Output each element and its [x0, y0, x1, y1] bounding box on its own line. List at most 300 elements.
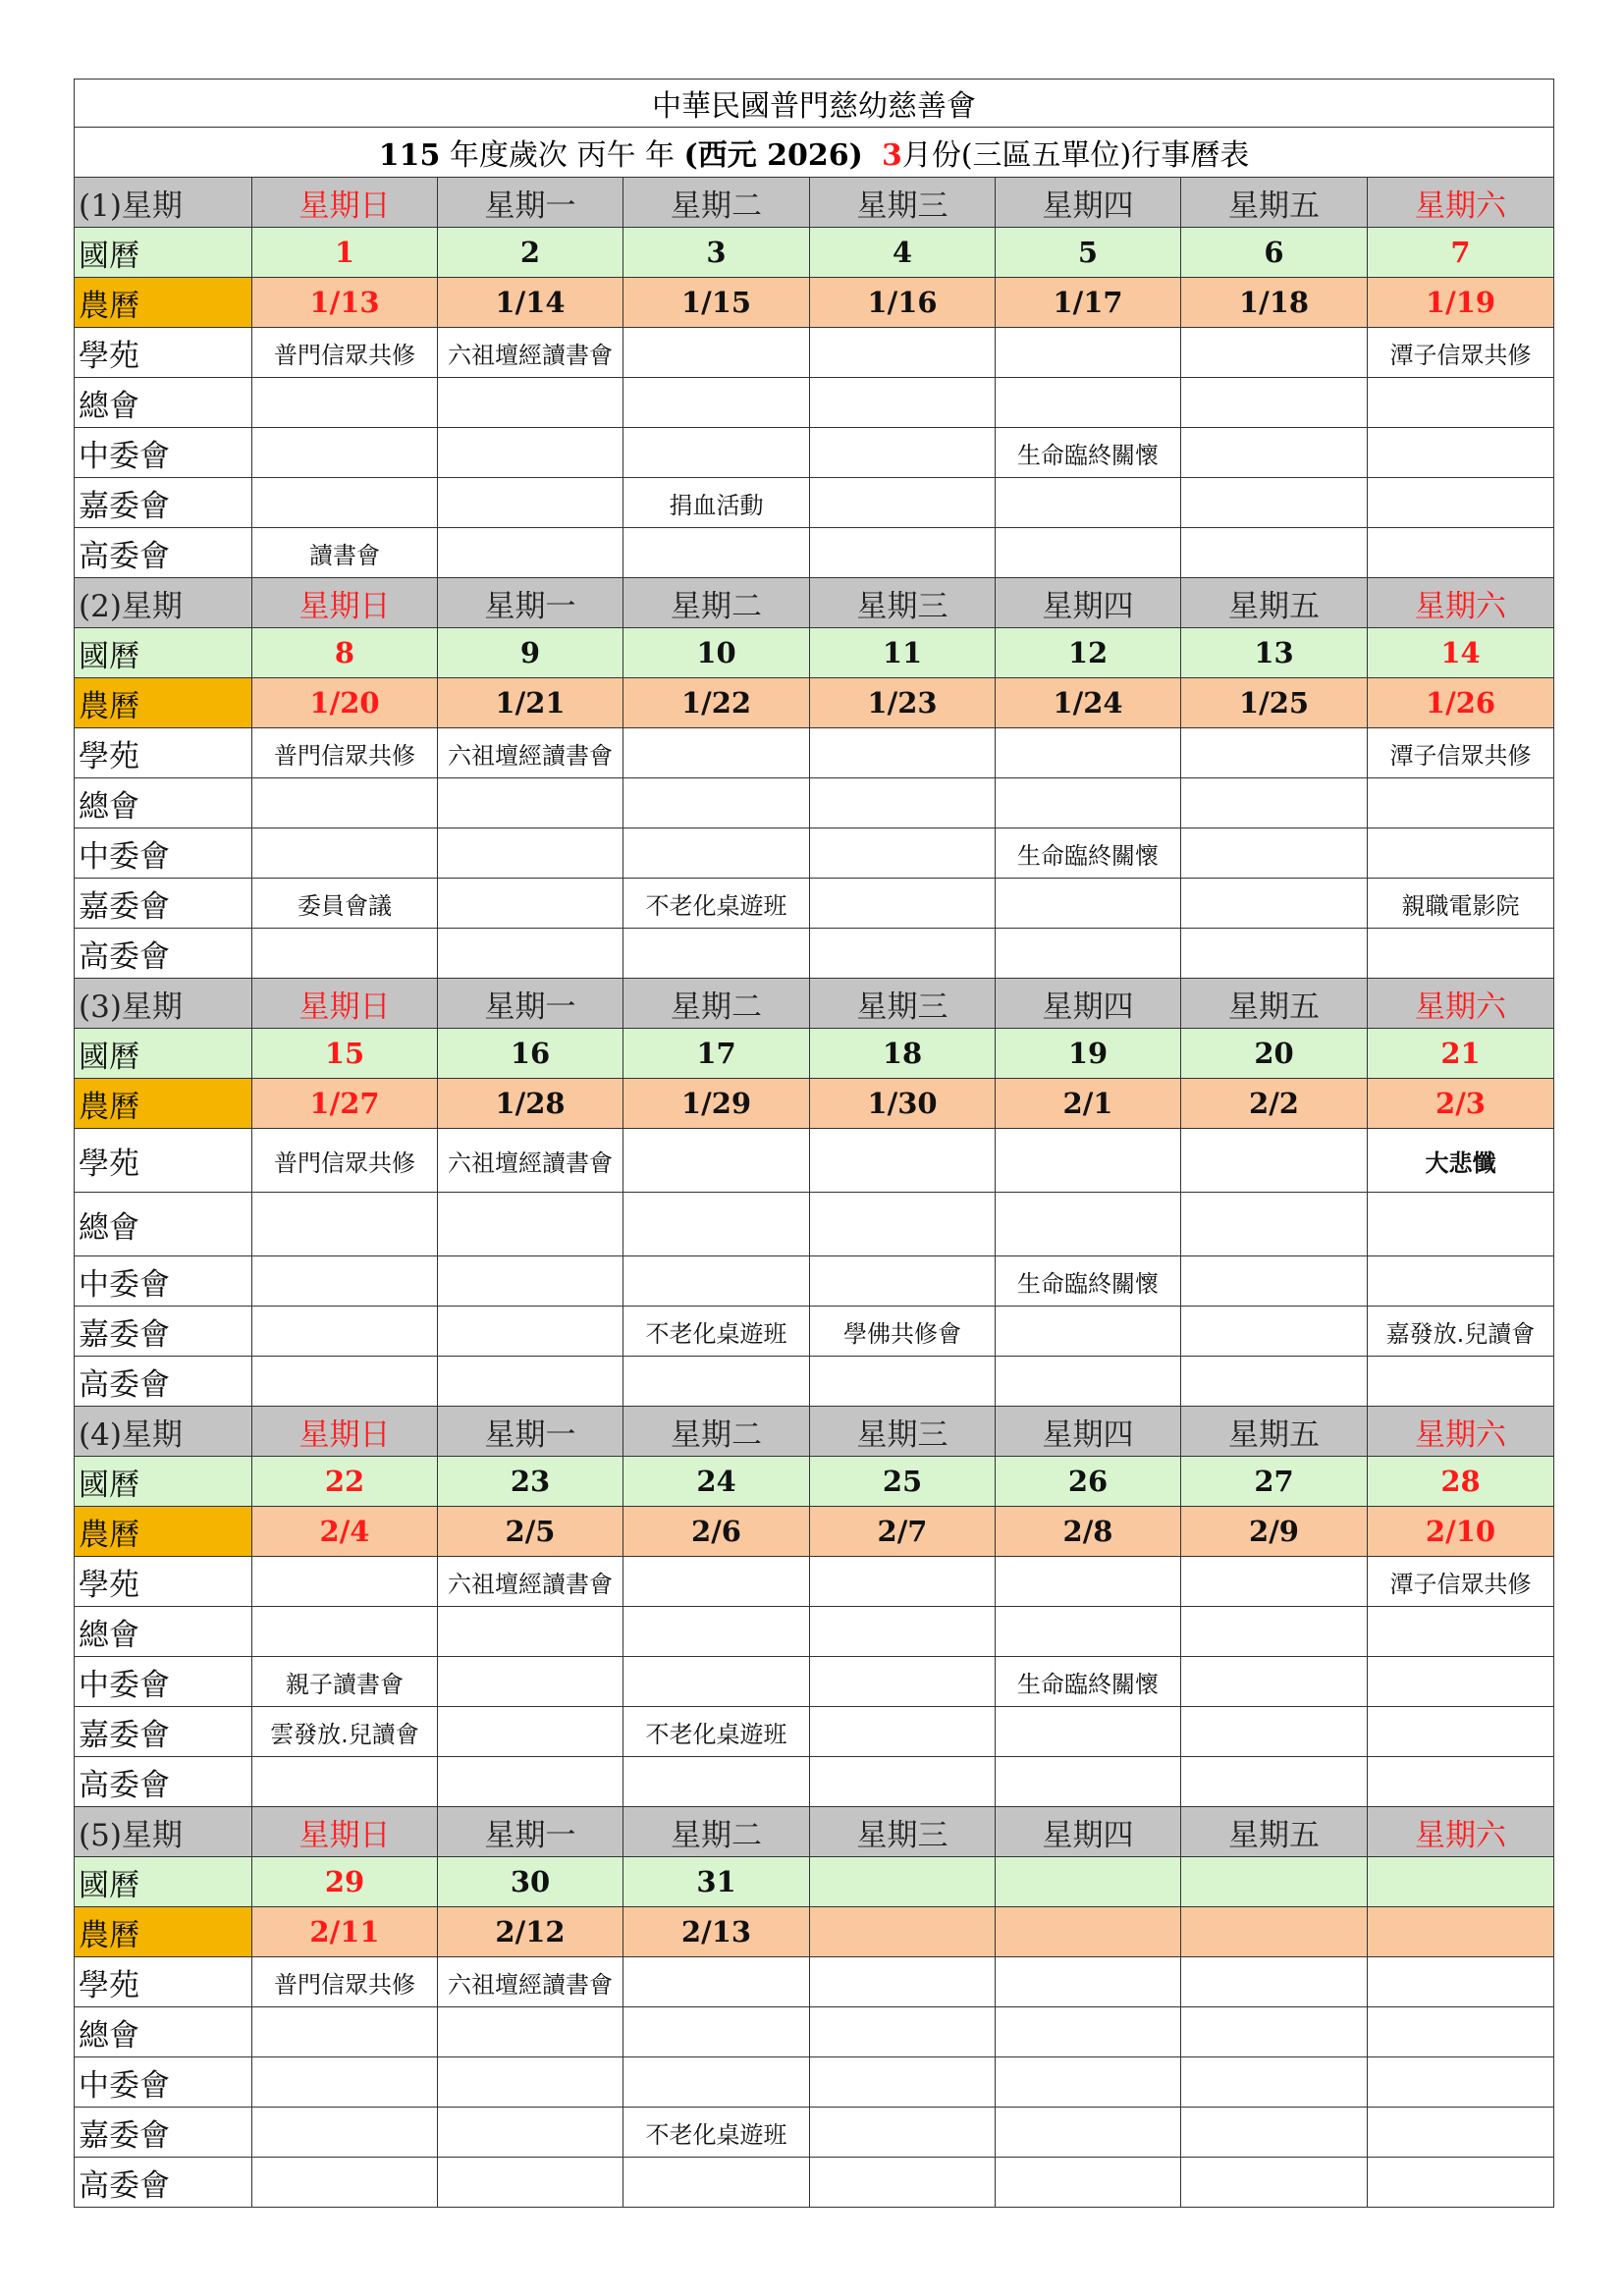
lunar-date-cell: 1/21 [438, 678, 623, 728]
activity-cell [1181, 2007, 1368, 2057]
subtitle-part2: 年 [645, 138, 675, 173]
weekday-label: 星期二 [623, 178, 810, 228]
activity-cell [810, 728, 996, 778]
activity-cell [810, 879, 996, 929]
activity-cell [1368, 929, 1554, 979]
lunar-date-cell: 2/3 [1368, 1079, 1554, 1129]
weekday-label: 星期六 [1368, 178, 1554, 228]
activity-cell [252, 1307, 438, 1357]
weekday-label: 星期一 [438, 178, 623, 228]
unit-activity-row [75, 2007, 1554, 2057]
activity-cell [438, 1607, 623, 1657]
activity-cell [810, 1193, 996, 1256]
activity-cell [438, 828, 623, 879]
activity-cell [1368, 1357, 1554, 1407]
activity-cell [438, 478, 623, 528]
activity-cell [623, 929, 810, 979]
weekday-label: 星期五 [1181, 1807, 1368, 1857]
unit-label: 高委會 [75, 1357, 252, 1407]
activity-cell [623, 1129, 810, 1193]
activity-cell [996, 1707, 1181, 1757]
activity-cell [438, 1707, 623, 1757]
activity-cell [996, 1193, 1181, 1256]
calendar-table [74, 79, 1554, 2208]
activity-cell: 普門信眾共修 [252, 328, 438, 378]
weekday-label: 星期日 [252, 1807, 438, 1857]
unit-label: 嘉委會 [75, 1707, 252, 1757]
unit-label: 高委會 [75, 528, 252, 578]
weekday-label: 星期日 [252, 979, 438, 1029]
activity-cell [252, 1557, 438, 1607]
weekday-label: 星期六 [1368, 1807, 1554, 1857]
weekday-label: 星期四 [996, 578, 1181, 628]
activity-cell [252, 2007, 438, 2057]
unit-label: 嘉委會 [75, 2108, 252, 2158]
activity-cell [810, 828, 996, 879]
activity-cell [252, 1357, 438, 1407]
activity-cell [810, 2007, 996, 2057]
gregorian-date-cell: 31 [623, 1857, 810, 1907]
unit-activity-row [75, 2057, 1554, 2108]
gregorian-date-row [75, 1857, 1554, 1907]
activity-cell [1368, 1607, 1554, 1657]
unit-label: 嘉委會 [75, 879, 252, 929]
gregorian-label: 國曆 [75, 1029, 252, 1079]
subtitle-western-year: (西元 2026) [683, 138, 863, 173]
activity-cell [1181, 1307, 1368, 1357]
weekday-label: 星期二 [623, 1407, 810, 1457]
activity-cell [438, 778, 623, 828]
unit-label: 高委會 [75, 2158, 252, 2208]
activity-cell [810, 2057, 996, 2108]
unit-label: 中委會 [75, 2057, 252, 2108]
activity-cell [810, 929, 996, 979]
activity-cell [1368, 1757, 1554, 1807]
activity-cell [810, 2108, 996, 2158]
lunar-date-cell: 1/22 [623, 678, 810, 728]
activity-cell [438, 2007, 623, 2057]
unit-activity-row [75, 778, 1554, 828]
activity-cell [996, 2108, 1181, 2158]
gregorian-date-row [75, 1029, 1554, 1079]
subtitle-month: 3 [881, 138, 902, 173]
lunar-date-cell [1368, 1907, 1554, 1957]
activity-cell: 生命臨終關懷 [996, 828, 1181, 879]
subtitle-part3: 月份(三區五單位)行事曆表 [901, 138, 1250, 173]
unit-activity-row [75, 879, 1554, 929]
activity-cell [1368, 1707, 1554, 1757]
weekday-label: 星期五 [1181, 578, 1368, 628]
activity-cell [1368, 2158, 1554, 2208]
weekday-label: 星期四 [996, 178, 1181, 228]
unit-label: 學苑 [75, 728, 252, 778]
subtitle-row [75, 128, 1554, 178]
activity-cell: 親子讀書會 [252, 1657, 438, 1707]
gregorian-date-cell: 3 [623, 228, 810, 278]
activity-cell [996, 478, 1181, 528]
weekday-label: 星期日 [252, 578, 438, 628]
activity-cell [810, 528, 996, 578]
lunar-date-cell [810, 1907, 996, 1957]
unit-label: 中委會 [75, 428, 252, 478]
activity-cell [1368, 528, 1554, 578]
activity-cell: 生命臨終關懷 [996, 428, 1181, 478]
activity-cell: 不老化桌遊班 [623, 1307, 810, 1357]
lunar-label: 農曆 [75, 1079, 252, 1129]
activity-cell: 普門信眾共修 [252, 1129, 438, 1193]
weekday-label: 星期三 [810, 178, 996, 228]
gregorian-date-cell: 20 [1181, 1029, 1368, 1079]
activity-cell: 潭子信眾共修 [1368, 728, 1554, 778]
lunar-date-cell: 1/29 [623, 1079, 810, 1129]
gregorian-date-cell: 29 [252, 1857, 438, 1907]
gregorian-date-row [75, 1457, 1554, 1507]
activity-cell [623, 1607, 810, 1657]
unit-label: 高委會 [75, 929, 252, 979]
gregorian-date-cell [1368, 1857, 1554, 1907]
lunar-date-cell: 1/20 [252, 678, 438, 728]
gregorian-date-cell: 22 [252, 1457, 438, 1507]
gregorian-date-cell: 2 [438, 228, 623, 278]
gregorian-date-cell: 18 [810, 1029, 996, 1079]
activity-cell [1368, 1657, 1554, 1707]
activity-cell [1181, 2057, 1368, 2108]
lunar-date-cell: 1/15 [623, 278, 810, 328]
gregorian-date-cell: 14 [1368, 628, 1554, 678]
activity-cell [996, 1557, 1181, 1607]
activity-cell: 讀書會 [252, 528, 438, 578]
activity-cell: 雲發放.兒讀會 [252, 1707, 438, 1757]
subtitle-part1: 年度歲次 [449, 138, 568, 173]
unit-activity-row [75, 1657, 1554, 1707]
activity-cell [623, 528, 810, 578]
activity-cell [810, 1757, 996, 1807]
unit-activity-row [75, 1607, 1554, 1657]
activity-cell [1368, 828, 1554, 879]
unit-label: 學苑 [75, 328, 252, 378]
activity-cell [438, 1357, 623, 1407]
activity-cell: 潭子信眾共修 [1368, 328, 1554, 378]
calendar-subtitle [75, 128, 1554, 178]
activity-cell [438, 1193, 623, 1256]
activity-cell [623, 2007, 810, 2057]
activity-cell [1181, 1129, 1368, 1193]
activity-cell: 生命臨終關懷 [996, 1256, 1181, 1307]
gregorian-date-cell [996, 1857, 1181, 1907]
activity-cell [810, 1657, 996, 1707]
weekday-label: 星期三 [810, 578, 996, 628]
gregorian-date-cell: 11 [810, 628, 996, 678]
unit-activity-row [75, 528, 1554, 578]
unit-activity-row [75, 1707, 1554, 1757]
gregorian-date-cell: 16 [438, 1029, 623, 1079]
activity-cell [810, 1707, 996, 1757]
activity-cell: 潭子信眾共修 [1368, 1557, 1554, 1607]
unit-activity-row [75, 1256, 1554, 1307]
activity-cell [1368, 1193, 1554, 1256]
activity-cell: 學佛共修會 [810, 1307, 996, 1357]
activity-cell [438, 929, 623, 979]
gregorian-date-cell: 4 [810, 228, 996, 278]
activity-cell [1181, 1957, 1368, 2007]
weekday-label: 星期四 [996, 1807, 1181, 1857]
lunar-date-row [75, 1079, 1554, 1129]
activity-cell [810, 1357, 996, 1407]
activity-cell [996, 2057, 1181, 2108]
activity-cell [810, 1129, 996, 1193]
unit-activity-row [75, 1557, 1554, 1607]
week-label: (2)星期 [75, 578, 252, 628]
unit-label: 總會 [75, 1607, 252, 1657]
lunar-date-cell: 2/7 [810, 1507, 996, 1557]
lunar-date-cell: 2/5 [438, 1507, 623, 1557]
lunar-date-cell: 1/24 [996, 678, 1181, 728]
activity-cell: 普門信眾共修 [252, 1957, 438, 2007]
gregorian-date-row [75, 628, 1554, 678]
lunar-date-cell: 2/8 [996, 1507, 1181, 1557]
gregorian-date-cell [1181, 1857, 1368, 1907]
activity-cell [810, 778, 996, 828]
lunar-date-cell: 2/1 [996, 1079, 1181, 1129]
weekday-label: 星期三 [810, 979, 996, 1029]
gregorian-date-cell: 10 [623, 628, 810, 678]
activity-cell: 不老化桌遊班 [623, 879, 810, 929]
unit-activity-row [75, 828, 1554, 879]
lunar-date-cell: 2/12 [438, 1907, 623, 1957]
activity-cell [810, 328, 996, 378]
unit-label: 中委會 [75, 828, 252, 879]
lunar-date-cell: 1/26 [1368, 678, 1554, 728]
weekday-label: 星期日 [252, 1407, 438, 1457]
activity-cell [1181, 2108, 1368, 2158]
activity-cell [810, 1607, 996, 1657]
gregorian-date-cell: 25 [810, 1457, 996, 1507]
activity-cell [1181, 1657, 1368, 1707]
weekday-header-row [75, 1807, 1554, 1857]
lunar-date-cell: 1/13 [252, 278, 438, 328]
activity-cell [1181, 879, 1368, 929]
gregorian-label: 國曆 [75, 228, 252, 278]
activity-cell [623, 328, 810, 378]
gregorian-date-cell: 30 [438, 1857, 623, 1907]
activity-cell: 親職電影院 [1368, 879, 1554, 929]
gregorian-date-cell: 1 [252, 228, 438, 278]
lunar-date-cell: 1/27 [252, 1079, 438, 1129]
unit-label: 中委會 [75, 1256, 252, 1307]
activity-cell [252, 1757, 438, 1807]
activity-cell [1181, 828, 1368, 879]
activity-cell [1368, 428, 1554, 478]
weekday-label: 星期二 [623, 1807, 810, 1857]
activity-cell [252, 2057, 438, 2108]
weekday-label: 星期一 [438, 578, 623, 628]
lunar-label: 農曆 [75, 278, 252, 328]
activity-cell [623, 428, 810, 478]
activity-cell [1181, 1607, 1368, 1657]
lunar-date-cell: 1/16 [810, 278, 996, 328]
activity-cell [252, 1607, 438, 1657]
activity-cell: 六祖壇經讀書會 [438, 1129, 623, 1193]
activity-cell [438, 378, 623, 428]
title-row [75, 80, 1554, 128]
weekday-label: 星期五 [1181, 178, 1368, 228]
activity-cell [623, 728, 810, 778]
activity-cell [1368, 2007, 1554, 2057]
weekday-label: 星期六 [1368, 1407, 1554, 1457]
gregorian-date-cell: 9 [438, 628, 623, 678]
activity-cell [1181, 528, 1368, 578]
lunar-label: 農曆 [75, 1507, 252, 1557]
lunar-date-row [75, 1507, 1554, 1557]
activity-cell [1368, 2057, 1554, 2108]
weekday-label: 星期一 [438, 1407, 623, 1457]
weekday-label: 星期三 [810, 1407, 996, 1457]
activity-cell [252, 428, 438, 478]
activity-cell [810, 1957, 996, 2007]
lunar-date-cell: 2/4 [252, 1507, 438, 1557]
lunar-date-cell: 2/11 [252, 1907, 438, 1957]
activity-cell [252, 478, 438, 528]
lunar-date-row [75, 1907, 1554, 1957]
activity-cell: 捐血活動 [623, 478, 810, 528]
lunar-date-row [75, 678, 1554, 728]
weekday-label: 星期二 [623, 578, 810, 628]
lunar-date-cell: 2/13 [623, 1907, 810, 1957]
lunar-date-cell: 1/14 [438, 278, 623, 328]
activity-cell [623, 1757, 810, 1807]
gregorian-date-cell: 8 [252, 628, 438, 678]
activity-cell [438, 2158, 623, 2208]
gregorian-date-cell: 15 [252, 1029, 438, 1079]
activity-cell [996, 1357, 1181, 1407]
activity-cell [1181, 1193, 1368, 1256]
activity-cell [996, 2158, 1181, 2208]
lunar-date-cell: 2/2 [1181, 1079, 1368, 1129]
gregorian-date-cell: 7 [1368, 228, 1554, 278]
activity-cell [810, 378, 996, 428]
activity-cell: 不老化桌遊班 [623, 1707, 810, 1757]
activity-cell [623, 1256, 810, 1307]
activity-cell [996, 1129, 1181, 1193]
weekday-label: 星期四 [996, 979, 1181, 1029]
lunar-date-cell [996, 1907, 1181, 1957]
activity-cell [996, 528, 1181, 578]
unit-label: 總會 [75, 1193, 252, 1256]
unit-label: 嘉委會 [75, 478, 252, 528]
activity-cell [623, 378, 810, 428]
activity-cell: 六祖壇經讀書會 [438, 1557, 623, 1607]
gregorian-date-cell: 24 [623, 1457, 810, 1507]
activity-cell [810, 478, 996, 528]
week-label: (5)星期 [75, 1807, 252, 1857]
activity-cell [996, 1607, 1181, 1657]
unit-label: 中委會 [75, 1657, 252, 1707]
activity-cell [252, 2108, 438, 2158]
gregorian-date-cell: 5 [996, 228, 1181, 278]
activity-cell [252, 378, 438, 428]
gregorian-date-cell: 17 [623, 1029, 810, 1079]
lunar-date-cell: 2/9 [1181, 1507, 1368, 1557]
unit-activity-row [75, 1307, 1554, 1357]
activity-cell [1181, 1357, 1368, 1407]
activity-cell [1368, 1256, 1554, 1307]
unit-activity-row [75, 2108, 1554, 2158]
activity-cell: 嘉發放.兒讀會 [1368, 1307, 1554, 1357]
gregorian-date-cell: 28 [1368, 1457, 1554, 1507]
gregorian-date-cell: 21 [1368, 1029, 1554, 1079]
activity-cell: 六祖壇經讀書會 [438, 328, 623, 378]
week-label: (1)星期 [75, 178, 252, 228]
activity-cell [438, 1657, 623, 1707]
lunar-date-cell: 1/30 [810, 1079, 996, 1129]
gregorian-label: 國曆 [75, 628, 252, 678]
lunar-label: 農曆 [75, 678, 252, 728]
activity-cell [996, 1307, 1181, 1357]
activity-cell [1368, 778, 1554, 828]
activity-cell [438, 1757, 623, 1807]
activity-cell [996, 728, 1181, 778]
activity-cell [1181, 2158, 1368, 2208]
weekday-label: 星期五 [1181, 979, 1368, 1029]
activity-cell [1181, 929, 1368, 979]
gregorian-date-cell: 19 [996, 1029, 1181, 1079]
activity-cell [1181, 378, 1368, 428]
lunar-date-cell: 1/18 [1181, 278, 1368, 328]
activity-cell: 六祖壇經讀書會 [438, 1957, 623, 2007]
lunar-date-cell: 1/25 [1181, 678, 1368, 728]
activity-cell [623, 1357, 810, 1407]
activity-cell [252, 2158, 438, 2208]
lunar-date-cell: 2/10 [1368, 1507, 1554, 1557]
activity-cell [438, 1256, 623, 1307]
activity-cell [438, 879, 623, 929]
lunar-date-cell: 1/28 [438, 1079, 623, 1129]
activity-cell [1181, 1256, 1368, 1307]
activity-cell [996, 378, 1181, 428]
activity-cell [1368, 2108, 1554, 2158]
lunar-label: 農曆 [75, 1907, 252, 1957]
unit-label: 學苑 [75, 1129, 252, 1193]
weekday-label: 星期五 [1181, 1407, 1368, 1457]
activity-cell [252, 929, 438, 979]
unit-activity-row [75, 1129, 1554, 1193]
gregorian-date-cell: 23 [438, 1457, 623, 1507]
activity-cell [996, 879, 1181, 929]
activity-cell: 普門信眾共修 [252, 728, 438, 778]
activity-cell [1181, 1707, 1368, 1757]
org-title: 中華民國普門慈幼慈善會 [75, 80, 1554, 128]
week-label: (3)星期 [75, 979, 252, 1029]
lunar-date-cell: 1/17 [996, 278, 1181, 328]
unit-activity-row [75, 1357, 1554, 1407]
unit-label: 總會 [75, 378, 252, 428]
activity-cell: 不老化桌遊班 [623, 2108, 810, 2158]
activity-cell [252, 1193, 438, 1256]
activity-cell [996, 328, 1181, 378]
unit-activity-row [75, 1957, 1554, 2007]
unit-activity-row [75, 2158, 1554, 2208]
weekday-header-row [75, 1407, 1554, 1457]
activity-cell [252, 828, 438, 879]
activity-cell [438, 428, 623, 478]
activity-cell [810, 2158, 996, 2208]
activity-cell [623, 778, 810, 828]
activity-cell [623, 1193, 810, 1256]
unit-label: 高委會 [75, 1757, 252, 1807]
activity-cell [252, 1256, 438, 1307]
activity-cell [1181, 428, 1368, 478]
activity-cell: 生命臨終關懷 [996, 1657, 1181, 1707]
